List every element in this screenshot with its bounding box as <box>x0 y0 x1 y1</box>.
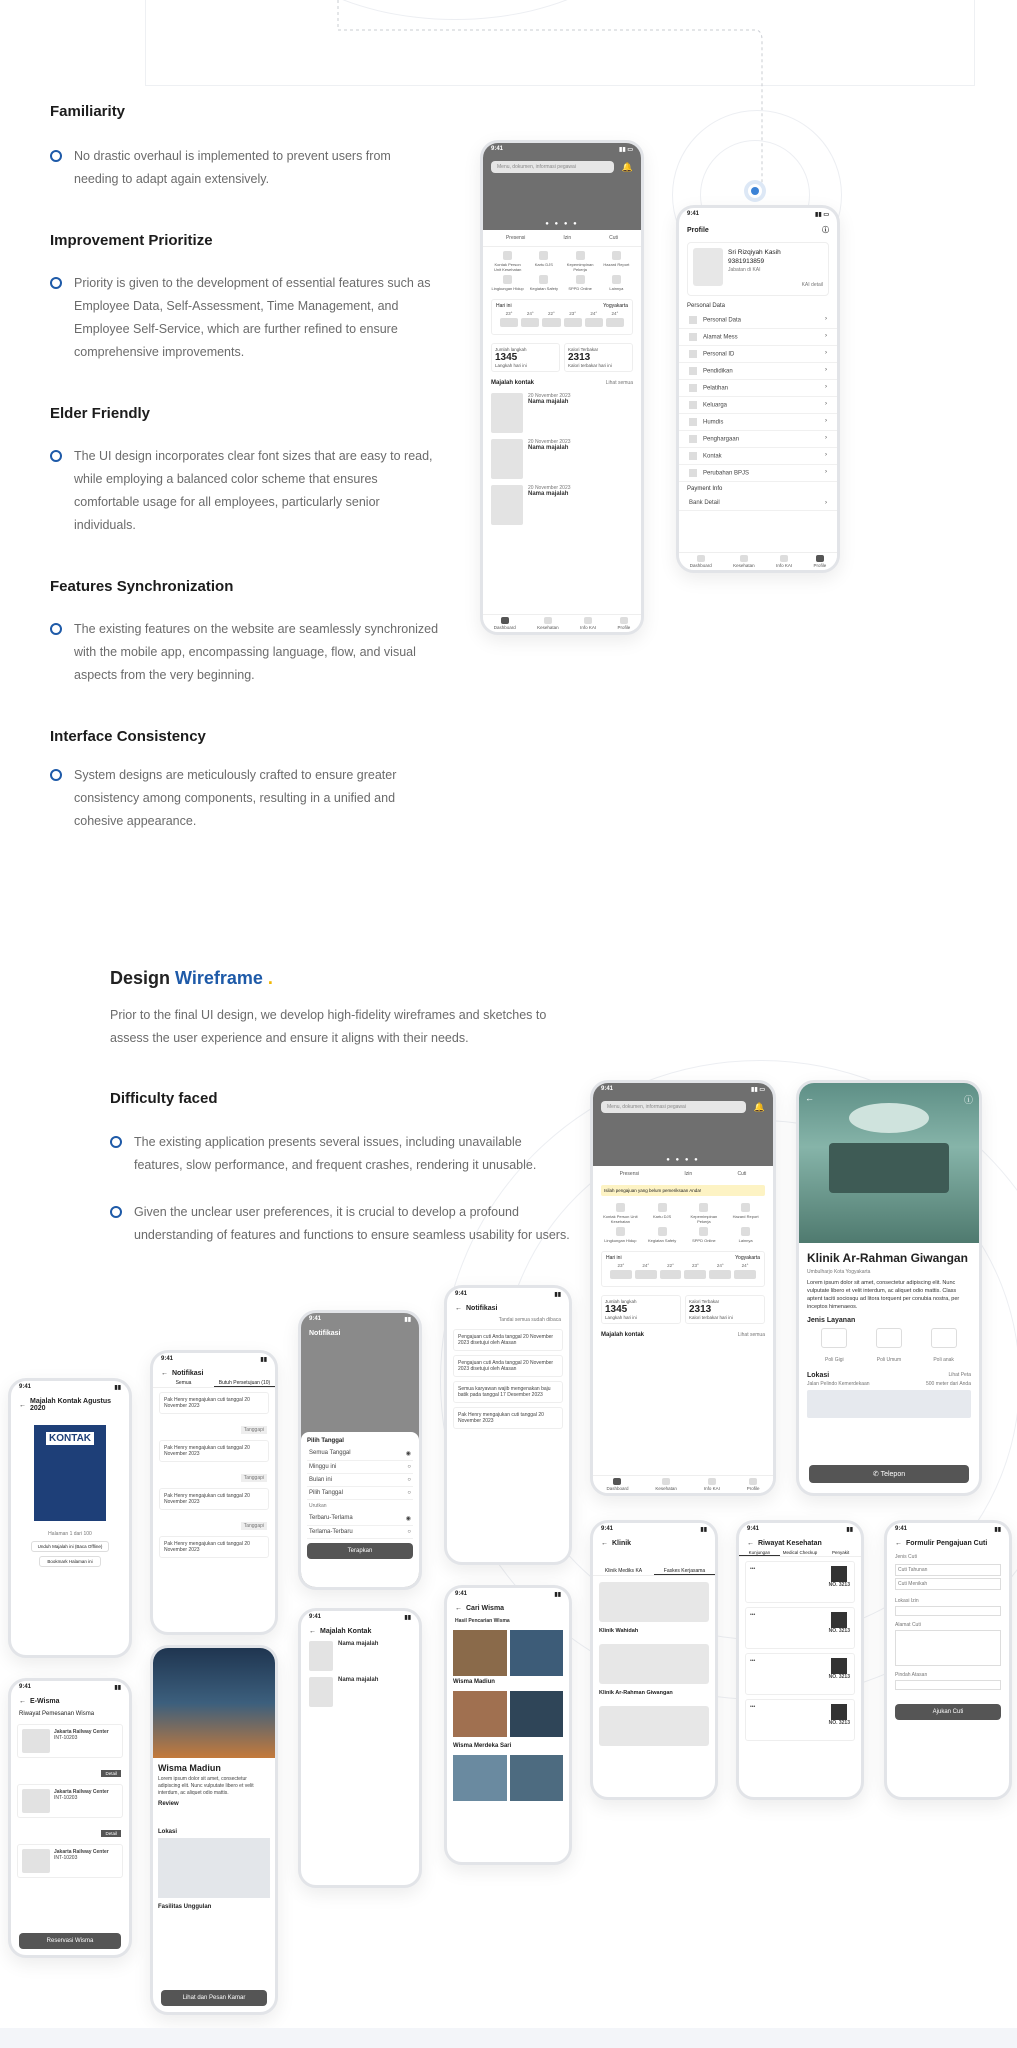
signal-icon: ▮▮ ▭ <box>751 1087 765 1093</box>
leave-type-option[interactable]: Cuti Tahunan <box>895 1564 1001 1576</box>
profile-menu-item[interactable]: Keluarga › <box>679 397 837 414</box>
difficulty-title: Difficulty faced <box>110 1090 218 1107</box>
wisma-card[interactable] <box>453 1691 563 1737</box>
submit-leave-button[interactable]: Ajukan Cuti <box>895 1704 1001 1720</box>
location-input[interactable] <box>895 1606 1001 1616</box>
menu-item[interactable]: Kartu DJS <box>643 1203 682 1224</box>
location-title: Lokasi <box>158 1829 178 1835</box>
day-item: 24° <box>585 311 603 329</box>
status-bar <box>483 143 641 157</box>
phone-home <box>480 140 644 635</box>
detail-link[interactable]: KAI detail <box>801 282 823 288</box>
clinic-city: Umbulharjo Kota Yogyakarta <box>807 1269 871 1275</box>
notif-item[interactable]: Pak Henry mengajukan cuti tanggal 20 November 2023 <box>453 1407 563 1429</box>
alert-banner[interactable]: Isilah pengajuan yang belum pemeriksaan Anda! <box>601 1185 765 1196</box>
screen-title: Notifikasi <box>466 1305 498 1312</box>
wisma-description: Lorem ipsum dolor sit amet, consectetur adipiscing elit. Nunc vulputate libero et velit interdum, ac aliquet odio mattis. <box>158 1776 254 1796</box>
clinic-image[interactable] <box>599 1582 709 1622</box>
back-icon[interactable]: ← <box>19 1401 26 1409</box>
feature-bullet <box>50 445 440 537</box>
phone-majalah-kontak: 9:41 ▮▮ ← Majalah Kontak Nama majalah Nama majalah <box>298 1608 422 1888</box>
magazine-item[interactable]: Nama majalah <box>301 1674 419 1710</box>
connector-dot <box>748 184 762 198</box>
map-link[interactable]: Lihat Peta <box>948 1372 971 1378</box>
day-item: 23° <box>500 311 518 329</box>
tab-cuti[interactable]: Cuti <box>737 1171 747 1177</box>
bullet-icon <box>50 150 62 162</box>
feature-bullet <box>50 272 440 364</box>
tab-row <box>593 1166 773 1182</box>
profile-menu-item[interactable]: Bank Detail › <box>679 496 837 511</box>
booking-card[interactable]: Jakarta Railway Center INT-10203 <box>17 1784 123 1818</box>
profile-menu-item[interactable]: Personal ID › <box>679 346 837 363</box>
back-icon[interactable]: ← <box>455 1305 462 1312</box>
facility-title: Fasilitas Unggulan <box>158 1904 212 1910</box>
services-title: Jenis Layanan <box>807 1317 856 1324</box>
clinic-item-name: Klinik Ar-Rahman Giwangan <box>599 1690 673 1696</box>
phone-wisma <box>150 1645 278 2015</box>
filter-option[interactable]: Bulan ini ○ <box>307 1474 413 1487</box>
avatar <box>693 248 723 286</box>
phone-riwayat: 9:41 ▮▮ ← Riwayat Kesehatan Kunjungan Medical Checkup Penyakit ••• NO. 3213 ••• NO. 3213 ••• NO. 3213 ••• NO. 3213 <box>736 1520 864 1800</box>
notif-item[interactable]: Pak Henry mengajukan cuti tanggal 20 November 2023 <box>159 1488 269 1510</box>
home-header <box>483 143 641 230</box>
service-item[interactable]: Poli Umum <box>876 1328 902 1366</box>
screen-title: Riwayat Kesehatan <box>758 1540 822 1547</box>
feature-title: Familiarity <box>50 103 126 120</box>
feature-title: Elder Friendly <box>50 405 151 422</box>
nav-info[interactable]: Info KAI <box>580 617 596 630</box>
nav-dashboard[interactable]: Dashboard <box>606 1478 628 1491</box>
nav-info[interactable]: Info KAI <box>776 555 792 568</box>
feature-text: System designs are meticulously crafted to ensure greater consistency among components, resulting in a unified and cohesive appearance. <box>74 768 397 828</box>
history-card[interactable]: ••• NO. 3213 <box>745 1653 855 1695</box>
user-name: Sri Rizqiyah Kasih <box>728 249 781 256</box>
user-nip: 9381913859 <box>728 258 765 265</box>
carousel-dots: ● ● ● ● <box>666 1157 700 1163</box>
weather-card: Hari ini Yogyakarta 23° 24° 22° 23° 24° 24° <box>601 1251 765 1287</box>
calories-card: Kalori Terbakar 2313 Kalori terbakar hari ini <box>564 343 633 372</box>
tab-mcu[interactable]: Medical Checkup <box>782 1550 818 1555</box>
location-title: Lokasi <box>807 1372 830 1379</box>
phone-cuti: 9:41 ▮▮ ← Formulir Pengajuan Cuti Jenis Cuti Cuti Tahunan Cuti Menikah Lokasi Izin Alamat Cuti Pindah Atasan Ajukan Cuti <box>884 1520 1012 1800</box>
clinic-image[interactable] <box>599 1706 709 1746</box>
screen-title: ← Majalah Kontak Agustus 2020 <box>19 1398 112 1412</box>
nav-kesehatan[interactable]: Kesehatan <box>655 1478 677 1491</box>
bullet-icon <box>50 277 62 289</box>
day-item: 23° <box>564 311 582 329</box>
phone-ewisma: 9:41 ▮▮ ← E-Wisma Riwayat Pemesanan Wisma Jakarta Railway Center INT-10203 Detail Jakarta Railway Center INT-10203 Detail Jakarta Railway Center INT-10203 Reservasi Wisma <box>8 1678 132 1958</box>
qr-icon <box>831 1612 847 1628</box>
magazine-cover[interactable]: KONTAK <box>34 1425 106 1521</box>
qr-icon <box>831 1658 847 1674</box>
menu-grid <box>593 1199 773 1247</box>
back-icon[interactable]: ← <box>601 1540 608 1547</box>
back-icon[interactable]: ← <box>19 1698 26 1705</box>
calories-card: Kalori Terbakar 2313 Kalori terbakar hari ini <box>685 1295 765 1324</box>
bottom-nav <box>679 552 837 570</box>
status-bar: 9:41 ▮▮ ▭ <box>687 211 829 218</box>
difficulty-text: Given the unclear user preferences, it is crucial to develop a profound understanding of features and functions to ensure seamless usability for users. <box>134 1205 570 1242</box>
day-item: 24° <box>734 1263 756 1281</box>
screen-title: E-Wisma <box>30 1698 60 1705</box>
news-item[interactable]: 20 November 2023 Nama majalah <box>483 482 641 528</box>
wisma-card[interactable] <box>453 1630 563 1676</box>
bullet-icon <box>110 1206 122 1218</box>
signal-icon: ▮▮ ▭ <box>815 212 829 218</box>
notif-item[interactable]: Pak Henry mengajukan cuti tanggal 20 November 2023 <box>159 1392 269 1414</box>
feature-text: The UI design incorporates clear font sizes that are easy to read, while employing a balanced color scheme that ensures comfortable usage for all employees, particularly senior individuals. <box>74 449 433 532</box>
bullet-icon <box>50 623 62 635</box>
profile-menu-item[interactable]: Alamat Mess › <box>679 329 837 346</box>
menu-item[interactable]: SPPD Online <box>685 1227 724 1243</box>
field-label: Pindah Atasan <box>895 1672 928 1678</box>
profile-menu-item[interactable]: Kontak › <box>679 448 837 465</box>
help-icon[interactable]: ⓘ <box>822 227 829 234</box>
menu-item[interactable]: Kontak Person Unit Kesehatan <box>491 251 524 272</box>
booking-card[interactable]: Jakarta Railway Center INT-10203 <box>17 1724 123 1758</box>
feature-title: Features Synchronization <box>50 578 234 595</box>
weather-card <box>491 299 633 335</box>
steps-card: Jumlah langkah 1345 Langkah hari ini <box>601 1295 681 1324</box>
phone-home-2 <box>590 1080 776 1496</box>
day-item: 23° <box>610 1263 632 1281</box>
phone-profile <box>676 205 840 573</box>
apply-button[interactable]: Terapkan <box>307 1543 413 1559</box>
filter-option[interactable]: Semua Tanggal ◉ <box>307 1447 413 1461</box>
field-label: Lokasi Izin <box>895 1598 919 1604</box>
clinic-photo <box>799 1083 979 1243</box>
tab-klinik-ka[interactable]: Klinik Mediks KA <box>604 1568 643 1574</box>
call-button[interactable]: ✆ Telepon <box>809 1465 969 1483</box>
menu-item[interactable]: SPPD Online <box>564 275 597 291</box>
filter-sheet <box>301 1432 419 1587</box>
feature-text: The existing features on the website are seamlessly synchronized with the mobile app, encompassing language, flow, and visual aspects from the very beginning. <box>74 622 439 682</box>
back-icon[interactable]: ← <box>309 1628 316 1635</box>
tab-izin[interactable]: Izin <box>684 1171 693 1177</box>
tab-kunjungan[interactable]: Kunjungan <box>739 1550 780 1556</box>
back-icon[interactable]: ← <box>747 1540 754 1547</box>
filter-title: Pilih Tanggal <box>307 1438 344 1444</box>
bell-icon[interactable]: 🔔 <box>753 1101 765 1112</box>
phone-notifikasi: 9:41 ▮▮ ← Notifikasi Semua Butuh Persetujuan (10) Pak Henry mengajukan cuti tanggal 20 November 2023 Tanggapi Pak Henry mengajukan cuti tanggal 20 November 2023 Tanggapi Pak Henry mengajukan cuti tanggal 20 November 2023 Tanggapi Pak Henry mengajukan cuti tanggal 20 November 2023 <box>150 1350 278 1635</box>
search-input[interactable]: Menu, dokumen, informasi pegawai <box>491 161 614 173</box>
menu-item[interactable]: Hazard Report <box>600 251 633 272</box>
status-time: 9:41 <box>491 146 504 152</box>
back-icon[interactable]: ← <box>455 1605 462 1612</box>
address-input[interactable] <box>895 1630 1001 1666</box>
profile-card <box>687 242 829 296</box>
wireframe-intro: Prior to the final UI design, we develop high-fidelity wireframes and sketches to assess the user experience and ensure it aligns with their needs. <box>110 1008 547 1045</box>
bookmark-button[interactable]: Bookmark Halaman ini <box>39 1556 101 1567</box>
tab-presensi[interactable]: Presensi <box>619 1171 640 1177</box>
weather-city: Yogyakarta <box>603 303 628 309</box>
filter-option[interactable]: Pilih Tanggal ○ <box>307 1487 413 1500</box>
leave-type-option[interactable]: Cuti Menikah <box>895 1578 1001 1590</box>
respond-button[interactable]: Tanggapi <box>241 1474 267 1482</box>
screen-title: Formulir Pengajuan Cuti <box>906 1540 988 1547</box>
tab-all[interactable]: Semua <box>175 1380 192 1386</box>
menu-item[interactable]: Lingkungan Hidup <box>601 1227 640 1243</box>
supervisor-input[interactable] <box>895 1680 1001 1690</box>
nav-profile[interactable]: Profile <box>747 1478 760 1491</box>
service-item[interactable]: Poli anak <box>931 1328 957 1366</box>
footer-band <box>0 2028 1017 2048</box>
menu-item[interactable]: Hazard Report <box>726 1203 765 1224</box>
user-job: Jabatan di KAI <box>728 267 761 273</box>
profile-header <box>679 222 837 238</box>
history-card[interactable]: ••• NO. 3213 <box>745 1607 855 1649</box>
difficulty-bullet <box>110 1131 570 1177</box>
respond-button[interactable]: Tanggapi <box>241 1522 267 1530</box>
see-all-link[interactable]: Lihat semua <box>737 1332 765 1338</box>
nav-profile[interactable]: Profile <box>813 555 826 568</box>
screen-title: Majalah Kontak <box>320 1628 372 1635</box>
tab-presensi[interactable]: Presensi <box>505 235 526 241</box>
day-item: 23° <box>684 1263 706 1281</box>
nav-profile[interactable]: Profile <box>617 617 630 630</box>
phone-cari-wisma: 9:41 ▮▮ ← Cari Wisma Hasil Pencarian Wisma Wisma Madiun Wisma Merdeka Sari <box>444 1585 572 1865</box>
menu-item[interactable]: Lainnya <box>726 1227 765 1243</box>
search-input[interactable]: Menu, dokumen, informasi pegawai <box>601 1101 746 1113</box>
tab-faskes[interactable]: Faskes Kerjasama <box>654 1568 715 1575</box>
menu-item[interactable]: Kepemimpinan Pekerja <box>564 251 597 272</box>
history-card[interactable]: ••• NO. 3213 <box>745 1699 855 1741</box>
bottom-nav <box>593 1475 773 1493</box>
bullet-icon <box>50 450 62 462</box>
weather-label: Hari ini <box>496 303 512 309</box>
status-bar: 9:41 ▮▮ ▭ <box>601 1086 765 1093</box>
stats-row <box>483 339 641 376</box>
clinic-image[interactable] <box>599 1644 709 1684</box>
phone-filter: 9:41 ▮▮ Notifikasi Pilih Tanggal Semua Tanggal ◉ Minggu ini ○ Bulan ini ○ Pilih Tanggal ○ Urutkan Terbaru-Terlama ◉ Terlama-Terbaru ○ Terapkan <box>298 1310 422 1590</box>
menu-item[interactable]: Lainnya <box>600 275 633 291</box>
feature-title: Interface Consistency <box>50 728 206 745</box>
back-icon[interactable]: ← <box>805 1093 814 1103</box>
tab-izin[interactable]: Izin <box>563 235 572 241</box>
bullet-icon <box>110 1136 122 1148</box>
screen-title: Klinik <box>612 1540 632 1547</box>
profile-menu-item[interactable]: Humdis › <box>679 414 837 431</box>
qr-icon <box>831 1566 847 1582</box>
section-title: Personal Data <box>687 303 726 309</box>
day-item: 22° <box>542 311 560 329</box>
screen-title: Notifikasi <box>172 1370 204 1377</box>
nav-dashboard[interactable]: Dashboard <box>690 555 712 568</box>
screen-title: Notifikasi <box>309 1330 341 1337</box>
back-icon[interactable]: ← <box>895 1540 902 1547</box>
menu-item[interactable]: Kepemimpinan Pekerja <box>685 1203 724 1224</box>
news-title: Majalah kontak <box>491 380 535 386</box>
sort-option[interactable]: Terbaru-Terlama ◉ <box>307 1512 413 1526</box>
help-icon[interactable]: ⓘ <box>963 1095 973 1105</box>
menu-item[interactable]: Kartu DJS <box>527 251 560 272</box>
notif-item[interactable]: Pengajuan cuti Anda tanggal 20 November 2023 disetujui oleh Atasan <box>453 1355 563 1377</box>
carousel-dots: ● ● ● ● <box>545 221 579 227</box>
tab-cuti[interactable]: Cuti <box>609 235 619 241</box>
field-label: Alamat Cuti <box>895 1622 921 1628</box>
day-item: 24° <box>606 311 624 329</box>
profile-menu-item[interactable]: Perubahan BPJS › <box>679 465 837 482</box>
bell-icon[interactable]: 🔔 <box>621 161 633 172</box>
magazine-item[interactable]: Nama majalah <box>301 1638 419 1674</box>
clinic-description: Lorem ipsum dolor sit amet, consectetur adipiscing elit. Nunc vulputate libero et velit interdum, ac aliquet odio mattis. Class aptent taciti sociosqu ad litora torquent per conubia nostra, per inceptos himenaeos. <box>807 1280 960 1310</box>
filter-option[interactable]: Minggu ini ○ <box>307 1461 413 1474</box>
reserve-button[interactable]: Reservasi Wisma <box>19 1933 121 1949</box>
book-room-button[interactable]: Lihat dan Pesan Kamar <box>161 1990 267 2006</box>
mark-read-link[interactable]: Tandai semua sudah dibaca <box>498 1317 561 1323</box>
notif-item[interactable]: Pak Henry mengajukan cuti tanggal 20 November 2023 <box>159 1536 269 1558</box>
respond-button[interactable]: Tanggapi <box>241 1426 267 1434</box>
bullet-icon <box>50 769 62 781</box>
phone-icon: ✆ <box>872 1471 881 1478</box>
screen-title: Cari Wisma <box>466 1605 505 1612</box>
notif-item[interactable]: Semua karyawan wajib mengenakan baju batik pada tanggal 17 Desember 2023 <box>453 1381 563 1403</box>
news-header <box>483 376 641 390</box>
notif-item[interactable]: Pak Henry mengajukan cuti tanggal 20 November 2023 <box>159 1440 269 1462</box>
notif-item[interactable]: Pengajuan cuti Anda tanggal 20 November 2023 disetujui oleh Atasan <box>453 1329 563 1351</box>
nav-info[interactable]: Info KAI <box>704 1478 720 1491</box>
feature-bullet <box>50 764 440 833</box>
service-item[interactable]: Poli Gigi <box>821 1328 847 1366</box>
feature-title: Improvement Prioritize <box>50 232 213 249</box>
back-icon[interactable]: ← <box>161 1370 168 1377</box>
menu-item[interactable]: Kegiatan Safety <box>643 1227 682 1243</box>
clinic-item-name: Klinik Wahidah <box>599 1628 639 1634</box>
tab-approval[interactable]: Butuh Persetujuan (10) <box>214 1380 275 1387</box>
distance-text: 500 meter dari Anda <box>925 1381 971 1387</box>
wisma-photo <box>153 1648 275 1758</box>
see-all-link[interactable]: Lihat semua <box>605 380 633 386</box>
news-header: Majalah kontak Lihat semua <box>601 1332 765 1338</box>
field-label: Jenis Cuti <box>895 1554 917 1560</box>
nav-kesehatan[interactable]: Kesehatan <box>537 617 559 630</box>
booking-card[interactable]: Jakarta Railway Center INT-10203 <box>17 1844 123 1878</box>
feature-bullet <box>50 145 430 191</box>
home-header <box>593 1083 773 1166</box>
wireframe-heading: Design Wireframe . <box>110 968 273 988</box>
page-info: Halaman 1 dari 100 <box>48 1531 92 1537</box>
day-item: 22° <box>660 1263 682 1281</box>
tab-penyakit[interactable]: Penyakit <box>832 1550 850 1555</box>
profile-menu-item[interactable]: Pelatihan › <box>679 380 837 397</box>
tab-row <box>483 230 641 247</box>
nav-kesehatan[interactable]: Kesehatan <box>733 555 755 568</box>
detail-button[interactable]: Detail <box>101 1770 121 1777</box>
steps-card: Jumlah langkah 1345 Langkah hari ini <box>491 343 560 372</box>
wisma-item-name: Wisma Merdeka Sari <box>453 1743 512 1749</box>
history-card[interactable]: ••• NO. 3213 <box>745 1561 855 1603</box>
clinic-name: Klinik Ar-Rahman Giwangan <box>807 1251 968 1265</box>
bottom-nav <box>483 614 641 632</box>
phone-notifikasi-2: 9:41 ▮▮ ← Notifikasi Tandai semua sudah dibaca Pengajuan cuti Anda tanggal 20 November 2023 disetujui oleh Atasan Pengajuan cuti Anda tanggal 20 November 2023 disetujui oleh Atasan Semua karyawan wajib mengenakan baju batik pada tanggal 17 Desember 2023 Pak Henry mengajukan cuti tanggal 20 November 2023 <box>444 1285 572 1565</box>
difficulty-text: The existing application presents several issues, including unavailable features, slow performance, and frequent crashes, rendering it unusable. <box>134 1135 537 1172</box>
section-title: Payment Info <box>687 486 723 492</box>
phone-clinic <box>796 1080 982 1496</box>
profile-menu <box>679 312 837 482</box>
feature-bullet <box>50 618 440 687</box>
day-item: 24° <box>635 1263 657 1281</box>
feature-text: No drastic overhaul is implemented to prevent users from needing to adapt again extensively. <box>74 149 391 186</box>
difficulty-bullet <box>110 1201 570 1247</box>
wisma-card[interactable] <box>453 1755 563 1801</box>
day-item: 24° <box>709 1263 731 1281</box>
download-button[interactable]: Unduh Majalah ini (Baca Offline) <box>31 1541 109 1552</box>
sort-title: Urutkan <box>309 1503 327 1509</box>
result-title: Hasil Pencarian Wisma <box>455 1618 510 1624</box>
profile-menu-item[interactable]: Pendidikan › <box>679 363 837 380</box>
wisma-item-name: Wisma Madiun <box>453 1679 495 1685</box>
wisma-name: Wisma Madiun <box>158 1763 221 1773</box>
detail-button[interactable]: Detail <box>101 1830 121 1837</box>
menu-item[interactable]: Kontak Person Unit Kesehatan <box>601 1203 640 1224</box>
nav-dashboard[interactable]: Dashboard <box>494 617 516 630</box>
sort-option[interactable]: Terlama-Terbaru ○ <box>307 1526 413 1539</box>
signal-icon: ▮▮ ▭ <box>619 147 633 153</box>
stats-row <box>593 1291 773 1328</box>
news-item[interactable]: 20 November 2023 Nama majalah <box>483 390 641 436</box>
qr-icon <box>831 1704 847 1720</box>
page-title: Profile <box>687 226 709 234</box>
menu-item[interactable]: Lingkungan Hidup <box>491 275 524 291</box>
day-item: 24° <box>521 311 539 329</box>
map-preview[interactable] <box>158 1838 270 1898</box>
menu-grid <box>483 247 641 295</box>
phone-majalah: 9:41 ▮▮ ← Majalah Kontak Agustus 2020 KONTAK Halaman 1 dari 100 Unduh Majalah ini (Baca Offline) Bookmark Halaman ini <box>8 1378 132 1658</box>
phone-klinik: 9:41 ▮▮ ← Klinik Klinik Mediks KA Faskes Kerjasama Klinik Wahidah Klinik Ar-Rahman Giwangan <box>590 1520 718 1800</box>
profile-menu-item[interactable]: Penghargaan › <box>679 431 837 448</box>
profile-menu-item[interactable]: Personal Data › <box>679 312 837 329</box>
review-title: Review <box>158 1801 179 1807</box>
section-title: Riwayat Pemesanan Wisma <box>19 1711 95 1717</box>
news-item[interactable]: 20 November 2023 Nama majalah <box>483 436 641 482</box>
feature-text: Priority is given to the development of essential features such as Employee Data, Self-Assessment, Time Management, and Employee Self-Service, which are further refined to ensure comprehensive improvements. <box>74 276 431 359</box>
map-preview[interactable] <box>807 1390 971 1418</box>
address-text: Jalan Pelindo Kemerdekaan <box>807 1381 870 1387</box>
menu-item[interactable]: Kegiatan Safety <box>527 275 560 291</box>
